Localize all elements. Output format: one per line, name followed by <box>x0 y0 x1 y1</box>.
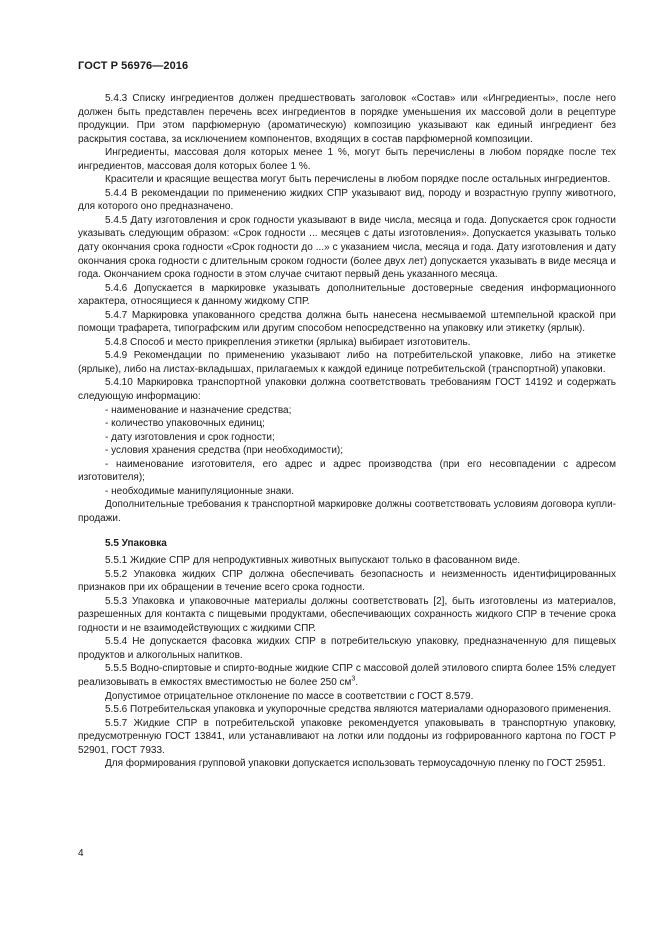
paragraph-5-5-5-end: . <box>355 676 359 688</box>
paragraph-5-4-10: 5.4.10 Маркировка транспортной упаковки должна соответствовать требованиям ГОСТ 14192 и содержать следующую информацию: <box>78 377 616 403</box>
list-item: - дату изготовления и срок годности; <box>105 431 275 443</box>
paragraph-5-5-4: 5.5.4 Не допускается фасовка жидких СПР в потребительскую упаковку, предназначенную для пищевых продуктов и алкогольных напитков. <box>78 636 616 661</box>
paragraph-5-5-2: 5.5.2 Упаковка жидких СПР должна обеспечивать безопасность и неизменность идентифицированных признаков при их обращении в течение всего срока годности. <box>78 568 616 594</box>
list-item: - наименование изготовителя, его адрес и адрес производства (при его несовпадении с адресом изготовителя); <box>78 458 616 484</box>
list-item: - условия хранения средства (при необходимости); <box>105 445 344 457</box>
paragraph-5-4-4: 5.4.4 В рекомендации по применению жидких СПР указывают вид, породу и возрастную группу животного, для которого оно предназначено. <box>78 187 616 213</box>
paragraph-ingredients-order: Ингредиенты, массовая доля которых менее 1 %, могут быть перечислены в любом порядке после тех ингредиентов, массовая доля которых более 1 %. <box>78 147 616 172</box>
superscript: 3 <box>351 675 356 683</box>
paragraph-mass-deviation: Допустимое отрицательное отклонение по массе в соответствии с ГОСТ 8.579. <box>105 690 474 702</box>
section-heading: 5.5 Упаковка <box>105 537 167 549</box>
paragraph-5-5-5 <box>78 662 616 689</box>
paragraph-group-packaging: Для формирования групповой упаковки допускается использовать термоусадочную пленку по ГОСТ 25951. <box>105 758 606 770</box>
paragraph-5-5-3: 5.5.3 Упаковка и упаковочные материалы должны соответствовать [2], быть изготовлены из материалов, разрешенных для контакта с пищевыми продуктами, обеспечивающих сохранность жидкого СПР в течение срока годности и не взаимодействующих с жидкими СПР. <box>78 595 616 634</box>
paragraph-5-4-8: 5.4.8 Способ и место прикрепления этикетки (ярлыка) выбирает изготовитель. <box>105 336 471 348</box>
paragraph-5-5-7: 5.5.7 Жидкие СПР в потребительской упаковке рекомендуется упаковывать в транспортную упаковку, предусмотренную ГОСТ 13841, или устанавливают на лотки или поддоны из гофрированного картона по ГОСТ Р 52901, ГОСТ 7933. <box>78 717 616 756</box>
paragraph-dyes: Красители и красящие вещества могут быть перечислены в любом порядке после остальных ингредиентов. <box>105 174 611 186</box>
paragraph-5-4-9: 5.4.9 Рекомендации по применению указывают либо на потребительской упаковке, либо на этикетке (ярлыке), либо на листах-вкладышах, прилагаемых к каждой единице потребительской (транспортной) упаковки. <box>78 350 616 375</box>
document-body <box>78 92 616 771</box>
paragraph-5-4-3: 5.4.3 Списку ингредиентов должен предшествовать заголовок «Состав» или «Ингредиенты», после него должен быть представлен перечень всех ингредиентов в порядке уменьшения их массовой доли в рецептуре продукции. При этом парфюмерную (ароматическую) композицию указывают как единый ингредиент без раскрытия состава, за исключением компонентов, входящих в состав парфюмерной композиции. <box>78 93 616 145</box>
paragraph-5-4-6: 5.4.6 Допускается в маркировке указывать дополнительные достоверные сведения информационного характера, относящиеся к данному жидкому СПР. <box>78 282 616 308</box>
paragraph-transport-marking: Дополнительные требования к транспортной маркировке должны соответствовать условиям договора купли-продажи. <box>78 499 616 524</box>
paragraph-5-5-1: 5.5.1 Жидкие СПР для непродуктивных животных выпускают только в фасованном виде. <box>105 555 521 567</box>
paragraph-5-4-5: 5.4.5 Дату изготовления и срок годности указывают в виде числа, месяца и года. Допускается срок годности указывать следующим образом: «Срок годности ... месяцев с даты изготовления». Допускается указывать только дату окончания срока годности «Срок годности до ...» с указанием числа, месяца и года. Дату изготовления и дату окончания срока годности с длительным сроком годности (более двух лет) допускается указывать в виде месяца и года. Окончанием срока годности в этом случае считают первый день указанного месяца. <box>78 214 616 281</box>
paragraph-5-5-6: 5.5.6 Потребительская упаковка и укупорочные средства являются материалами одноразового применения. <box>105 704 612 716</box>
list-item: - необходимые манипуляционные знаки. <box>105 485 295 497</box>
paragraph-5-5-5-text: 5.5.5 Водно-спиртовые и спирто-водные жидкие СПР с массовой долей этилового спирта более 15% следует реализовывать в емкостях вместимостью не более 250 см <box>78 663 616 688</box>
list-item: - количество упаковочных единиц; <box>105 418 265 430</box>
document-header: ГОСТ Р 56976—2016 <box>78 60 189 72</box>
list-item: - наименование и назначение средства; <box>105 404 292 416</box>
paragraph-5-4-7: 5.4.7 Маркировка упакованного средства должна быть нанесена несмываемой штемпельной краской при помощи трафарета, типографским или другим способом непосредственно на упаковку или этикетку (ярлык). <box>78 309 616 335</box>
page-number: 4 <box>78 848 84 859</box>
